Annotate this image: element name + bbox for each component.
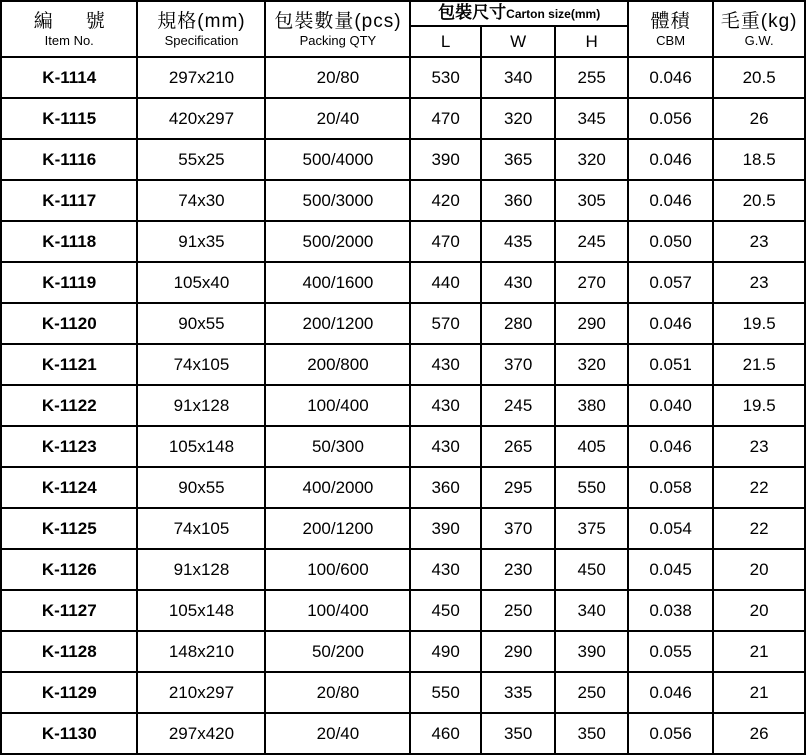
cell-specification: 105x40 [137,262,265,303]
cell-packing-qty: 100/600 [265,549,410,590]
cell-packing-qty: 400/1600 [265,262,410,303]
header-cbm-cn: 體積 [650,10,691,32]
header-cbm [628,1,713,57]
cell-carton-length: 550 [410,672,480,713]
cell-gross-weight: 23 [713,262,805,303]
header-carton-width: W [481,26,556,57]
table-row [1,713,805,754]
cell-gross-weight: 22 [713,467,805,508]
cell-item-no: K-1114 [1,57,137,98]
cell-carton-height: 390 [555,631,628,672]
cell-cbm: 0.045 [628,549,713,590]
cell-cbm: 0.056 [628,98,713,139]
header-item-no-cn: 編 號 [33,10,112,32]
cell-packing-qty: 500/4000 [265,139,410,180]
cell-gross-weight: 18.5 [713,139,805,180]
cell-carton-width: 230 [481,549,556,590]
header-carton-size-en: Carton size [506,7,571,21]
cell-carton-height: 290 [555,303,628,344]
cell-carton-width: 335 [481,672,556,713]
cell-specification: 91x128 [137,385,265,426]
cell-carton-height: 345 [555,98,628,139]
cell-gross-weight: 26 [713,713,805,754]
table-row [1,57,805,98]
cell-carton-length: 390 [410,139,480,180]
cell-carton-length: 430 [410,385,480,426]
cell-cbm: 0.046 [628,180,713,221]
cell-cbm: 0.046 [628,139,713,180]
header-carton-size [410,1,628,26]
cell-packing-qty: 400/2000 [265,467,410,508]
cell-cbm: 0.038 [628,590,713,631]
table-row [1,631,805,672]
cell-carton-width: 430 [481,262,556,303]
cell-gross-weight: 22 [713,508,805,549]
cell-carton-width: 340 [481,57,556,98]
table-row [1,303,805,344]
cell-cbm: 0.054 [628,508,713,549]
table-row [1,467,805,508]
cell-gross-weight: 21 [713,631,805,672]
cell-gross-weight: 20.5 [713,57,805,98]
cell-carton-length: 470 [410,221,480,262]
cell-item-no: K-1129 [1,672,137,713]
cell-item-no: K-1124 [1,467,137,508]
cell-carton-width: 250 [481,590,556,631]
table-row [1,139,805,180]
cell-carton-length: 420 [410,180,480,221]
cell-packing-qty: 200/1200 [265,303,410,344]
cell-carton-height: 450 [555,549,628,590]
cell-cbm: 0.040 [628,385,713,426]
cell-carton-width: 295 [481,467,556,508]
cell-carton-height: 320 [555,139,628,180]
cell-gross-weight: 19.5 [713,385,805,426]
cell-item-no: K-1130 [1,713,137,754]
table-row [1,549,805,590]
cell-carton-width: 245 [481,385,556,426]
cell-carton-length: 530 [410,57,480,98]
cell-carton-width: 290 [481,631,556,672]
header-item-no-en: Item No. [44,32,94,48]
table-row [1,672,805,713]
cell-cbm: 0.057 [628,262,713,303]
cell-specification: 210x297 [137,672,265,713]
cell-cbm: 0.046 [628,426,713,467]
cell-item-no: K-1116 [1,139,137,180]
table-row [1,344,805,385]
cell-cbm: 0.058 [628,467,713,508]
header-gross-weight-en: G.W. [744,32,774,48]
cell-carton-width: 360 [481,180,556,221]
cell-carton-length: 490 [410,631,480,672]
table-row [1,508,805,549]
cell-item-no: K-1117 [1,180,137,221]
cell-carton-height: 405 [555,426,628,467]
header-packing-qty-en: Packing QTY [299,32,377,48]
header-carton-length: L [410,26,480,57]
header-cbm-en: CBM [656,32,686,48]
header-packing-qty [265,1,410,57]
cell-packing-qty: 20/80 [265,672,410,713]
cell-packing-qty: 20/80 [265,57,410,98]
table-header [1,1,805,57]
table-body [1,57,805,754]
cell-specification: 297x420 [137,713,265,754]
cell-carton-height: 320 [555,344,628,385]
cell-carton-width: 265 [481,426,556,467]
table-row [1,426,805,467]
cell-specification: 91x128 [137,549,265,590]
table-row [1,98,805,139]
header-carton-size-cn: 包裝尺寸 [438,3,507,22]
table-row [1,385,805,426]
cell-carton-width: 280 [481,303,556,344]
cell-packing-qty: 20/40 [265,98,410,139]
cell-cbm: 0.055 [628,631,713,672]
cell-gross-weight: 19.5 [713,303,805,344]
cell-gross-weight: 21.5 [713,344,805,385]
cell-packing-qty: 200/1200 [265,508,410,549]
cell-item-no: K-1118 [1,221,137,262]
cell-carton-width: 320 [481,98,556,139]
cell-gross-weight: 26 [713,98,805,139]
header-item-no [1,1,137,57]
cell-carton-length: 430 [410,426,480,467]
cell-carton-length: 470 [410,98,480,139]
header-gross-weight [713,1,805,57]
cell-carton-length: 390 [410,508,480,549]
cell-item-no: K-1123 [1,426,137,467]
cell-cbm: 0.046 [628,303,713,344]
cell-cbm: 0.046 [628,672,713,713]
cell-item-no: K-1125 [1,508,137,549]
table-row [1,180,805,221]
cell-carton-length: 430 [410,344,480,385]
cell-specification: 74x105 [137,344,265,385]
cell-packing-qty: 50/200 [265,631,410,672]
header-specification-cn: 規格(mm) [157,10,246,32]
cell-gross-weight: 23 [713,426,805,467]
cell-specification: 74x30 [137,180,265,221]
header-specification [137,1,265,57]
cell-item-no: K-1127 [1,590,137,631]
cell-specification: 90x55 [137,303,265,344]
cell-gross-weight: 20 [713,590,805,631]
header-packing-qty-cn: 包裝數量(pcs) [274,10,402,32]
cell-carton-height: 550 [555,467,628,508]
cell-carton-length: 450 [410,590,480,631]
cell-gross-weight: 20 [713,549,805,590]
cell-packing-qty: 100/400 [265,385,410,426]
cell-cbm: 0.050 [628,221,713,262]
cell-specification: 148x210 [137,631,265,672]
cell-item-no: K-1122 [1,385,137,426]
cell-specification: 105x148 [137,590,265,631]
cell-item-no: K-1115 [1,98,137,139]
cell-carton-height: 245 [555,221,628,262]
cell-item-no: K-1128 [1,631,137,672]
cell-carton-width: 370 [481,508,556,549]
cell-item-no: K-1121 [1,344,137,385]
cell-specification: 90x55 [137,467,265,508]
cell-carton-height: 350 [555,713,628,754]
cell-packing-qty: 20/40 [265,713,410,754]
cell-gross-weight: 21 [713,672,805,713]
cell-packing-qty: 50/300 [265,426,410,467]
cell-item-no: K-1120 [1,303,137,344]
cell-carton-width: 350 [481,713,556,754]
cell-specification: 105x148 [137,426,265,467]
cell-carton-width: 370 [481,344,556,385]
header-row-top [1,1,805,26]
cell-carton-height: 380 [555,385,628,426]
cell-carton-height: 250 [555,672,628,713]
cell-carton-length: 570 [410,303,480,344]
cell-cbm: 0.046 [628,57,713,98]
cell-packing-qty: 500/3000 [265,180,410,221]
cell-item-no: K-1119 [1,262,137,303]
header-carton-height: H [555,26,628,57]
cell-carton-height: 255 [555,57,628,98]
table-row [1,221,805,262]
cell-packing-qty: 500/2000 [265,221,410,262]
cell-packing-qty: 200/800 [265,344,410,385]
header-carton-size-unit: (mm) [570,7,601,21]
cell-specification: 91x35 [137,221,265,262]
cell-specification: 297x210 [137,57,265,98]
table-row [1,590,805,631]
cell-packing-qty: 100/400 [265,590,410,631]
cell-specification: 420x297 [137,98,265,139]
cell-specification: 74x105 [137,508,265,549]
header-gross-weight-cn: 毛重(kg) [720,10,798,32]
header-specification-en: Specification [164,32,239,48]
cell-carton-height: 340 [555,590,628,631]
cell-carton-height: 270 [555,262,628,303]
cell-gross-weight: 23 [713,221,805,262]
cell-item-no: K-1126 [1,549,137,590]
cell-carton-height: 305 [555,180,628,221]
cell-carton-length: 430 [410,549,480,590]
cell-carton-length: 460 [410,713,480,754]
cell-gross-weight: 20.5 [713,180,805,221]
cell-carton-width: 365 [481,139,556,180]
cell-carton-length: 440 [410,262,480,303]
cell-cbm: 0.056 [628,713,713,754]
cell-carton-width: 435 [481,221,556,262]
cell-carton-height: 375 [555,508,628,549]
cell-carton-length: 360 [410,467,480,508]
table-row [1,262,805,303]
cell-cbm: 0.051 [628,344,713,385]
cell-specification: 55x25 [137,139,265,180]
